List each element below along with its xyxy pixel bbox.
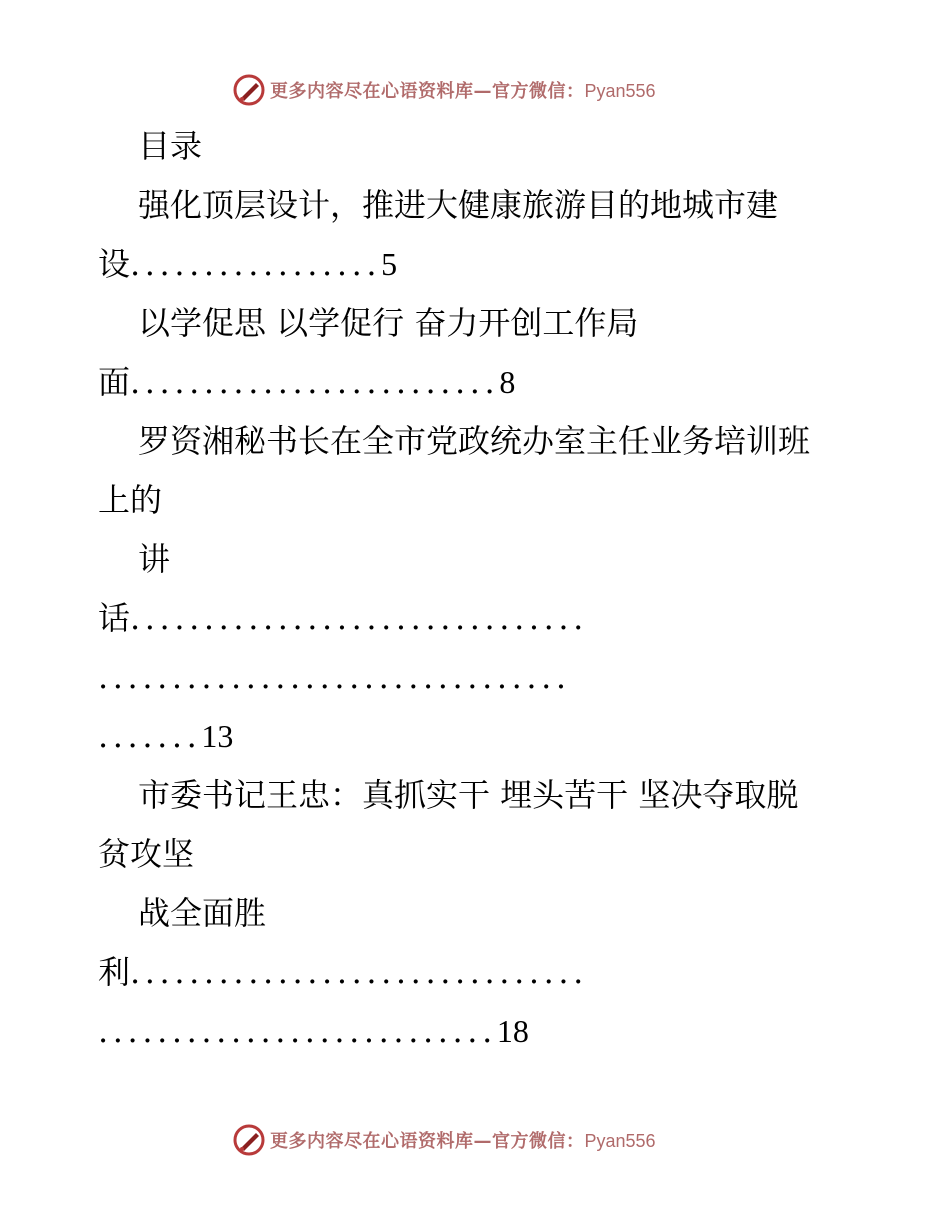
toc-entry-3-leader-3: .......13 [98, 717, 234, 755]
toc-entry-4-line-2: 贫攻坚 [98, 835, 195, 873]
header-watermark [232, 70, 656, 110]
toc-entry-2-line-1: 以学促思 以学促行 奋力开创工作局 [138, 304, 639, 342]
toc-entry-3-line-2: 上的 [98, 481, 163, 519]
toc-entry-4-line-3: 战全面胜 [138, 894, 267, 932]
watermark-text: 更多内容尽在心语资料库—官方微信：Pyan556 [270, 81, 656, 102]
toc-entry-1-line-1: 强化顶层设计，推进大健康旅游目的地城市建 [138, 186, 779, 224]
toc-entry-3-leader-2: ................................ [98, 658, 571, 696]
toc-entry-2-leader: 面.........................8 [98, 363, 516, 401]
watermark-text: 更多内容尽在心语资料库—官方微信：Pyan556 [270, 1131, 656, 1152]
footer-watermark [232, 1120, 656, 1160]
toc-entry-4-line-1: 市委书记王忠：真抓实干 埋头苦干 坚决夺取脱 [138, 776, 799, 814]
toc-entry-4-leader-2: ...........................18 [98, 1012, 529, 1050]
toc-entry-1-leader: 设.................5 [98, 245, 398, 283]
toc-entry-3-leader-1: 话............................... [98, 599, 588, 637]
pen-logo-icon [232, 1123, 266, 1157]
toc-entry-4-leader-1: 利............................... [98, 953, 588, 991]
pen-logo-icon [232, 73, 266, 107]
toc-entry-3-line-3: 讲 [138, 540, 171, 578]
toc-entry-3-line-1: 罗资湘秘书长在全市党政统办室主任业务培训班 [138, 422, 811, 460]
toc-title: 目录 [138, 127, 203, 165]
